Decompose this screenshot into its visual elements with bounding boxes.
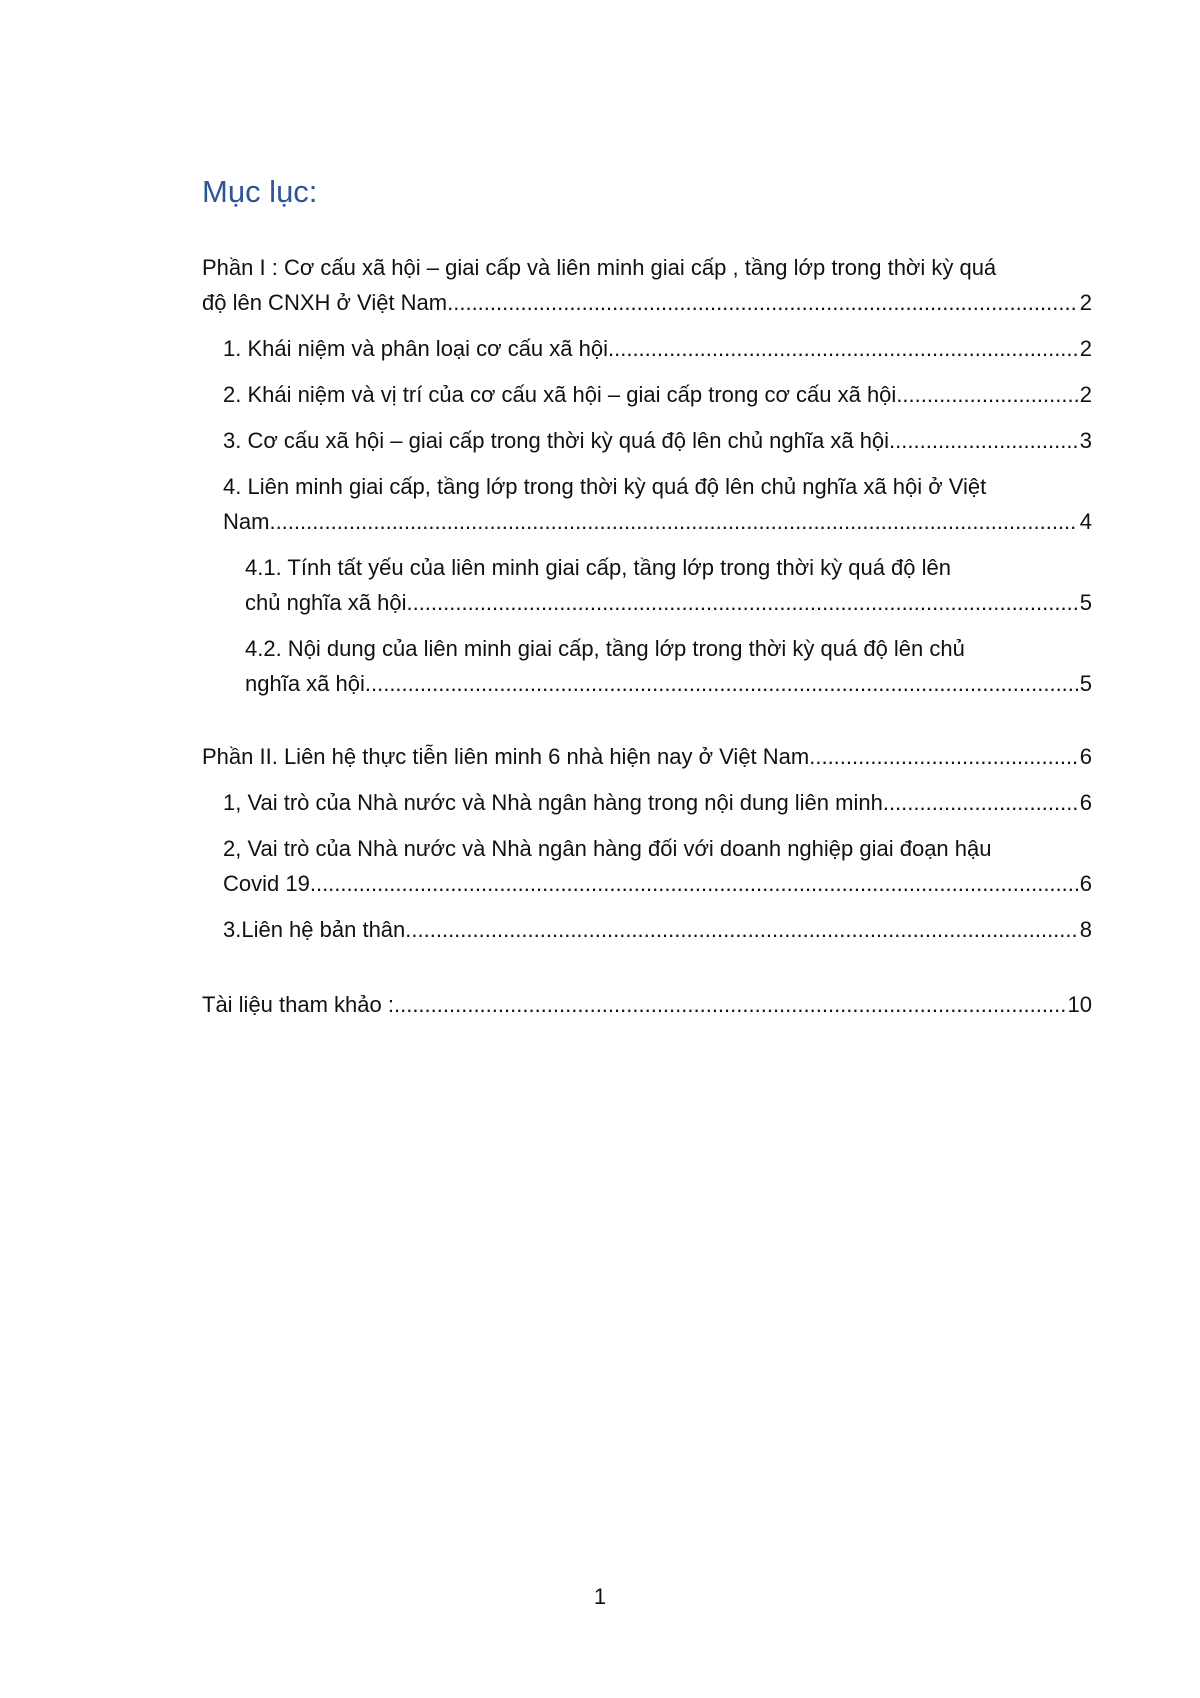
toc-page-number: 3 [1079,428,1092,453]
toc-page-number: 4 [1079,509,1092,534]
toc-entry-part-1[interactable] [202,250,1092,320]
toc-page-number: 2 [1079,290,1092,315]
toc-entry-1-4[interactable] [223,469,1092,539]
dot-leader [405,912,1077,947]
toc-entry-1-4-1[interactable] [245,550,1092,620]
toc-page-number: 8 [1079,917,1092,942]
toc-page-number: 2 [1079,382,1092,407]
toc-entry-1-2[interactable] [223,377,1092,412]
toc-page-number: 10 [1067,992,1092,1017]
toc-entry-text: độ lên CNXH ở Việt Nam [202,290,448,315]
dot-leader [447,285,1078,320]
toc-entry-2-1[interactable] [223,785,1092,820]
toc-entry-text: Tài liệu tham khảo : [202,992,394,1017]
dot-leader [896,377,1077,412]
table-of-contents [202,250,1092,1033]
toc-entry-1-4-2[interactable] [245,631,1092,701]
toc-entry-text: Phần I : Cơ cấu xã hội – giai cấp và liên minh giai cấp , tầng lớp trong thời kỳ quá [202,255,997,280]
toc-entry-text: Covid 19 [223,871,310,896]
toc-entry-text: chủ nghĩa xã hội [245,590,407,615]
toc-entry-text: 3.Liên hệ bản thân [223,917,406,942]
toc-entry-2-2[interactable] [223,831,1092,901]
toc-entry-text: 4.2. Nội dung của liên minh giai cấp, tầng lớp trong thời kỳ quá độ lên chủ [245,636,965,661]
toc-entry-text: 1. Khái niệm và phân loại cơ cấu xã hội [223,336,608,361]
toc-entry-text: nghĩa xã hội [245,671,365,696]
footer-page-number: 1 [593,1584,607,1609]
dot-leader [815,739,1077,774]
dot-leader [406,585,1077,620]
dot-leader [883,785,1078,820]
dot-leader [365,666,1078,701]
toc-entry-text: Phần II. Liên hệ thực tiễn liên minh 6 nhà hiện nay ở Việt Nam. [202,744,816,769]
toc-entry-2-3[interactable] [223,912,1092,947]
toc-page-number: 6 [1079,790,1092,815]
dot-leader [608,331,1078,366]
toc-entry-1-1[interactable] [223,331,1092,366]
dot-leader [895,423,1078,458]
toc-entry-1-3[interactable] [223,423,1092,458]
toc-entry-part-2[interactable] [202,739,1092,774]
toc-entry-text: 2, Vai trò của Nhà nước và Nhà ngân hàng đối với doanh nghiệp giai đoạn hậu [223,836,992,861]
toc-entry-text: 4. Liên minh giai cấp, tầng lớp trong thời kỳ quá độ lên chủ nghĩa xã hội ở Việt [223,474,987,499]
toc-entry-text: 4.1. Tính tất yếu của liên minh giai cấp, tầng lớp trong thời kỳ quá độ lên [245,555,951,580]
toc-page-number: 5 [1079,590,1092,615]
toc-entry-text: 2. Khái niệm và vị trí của cơ cấu xã hội – giai cấp trong cơ cấu xã hội [223,382,897,407]
toc-page-number: 5 [1079,671,1092,696]
toc-page-number: 6 [1079,871,1092,896]
toc-entry-text: 3. Cơ cấu xã hội – giai cấp trong thời kỳ quá độ lên chủ nghĩa xã hội. [223,428,896,453]
toc-page-number: 2 [1079,336,1092,361]
dot-leader [269,504,1077,539]
dot-leader [394,987,1066,1022]
toc-title: Mục lục: [202,174,318,209]
toc-entry-text: Nam [223,509,270,534]
dot-leader [310,866,1078,901]
toc-page-number: 6 [1079,744,1092,769]
toc-entry-text: 1, Vai trò của Nhà nước và Nhà ngân hàng trong nội dung liên minh [223,790,883,815]
toc-entry-references[interactable] [202,987,1092,1022]
